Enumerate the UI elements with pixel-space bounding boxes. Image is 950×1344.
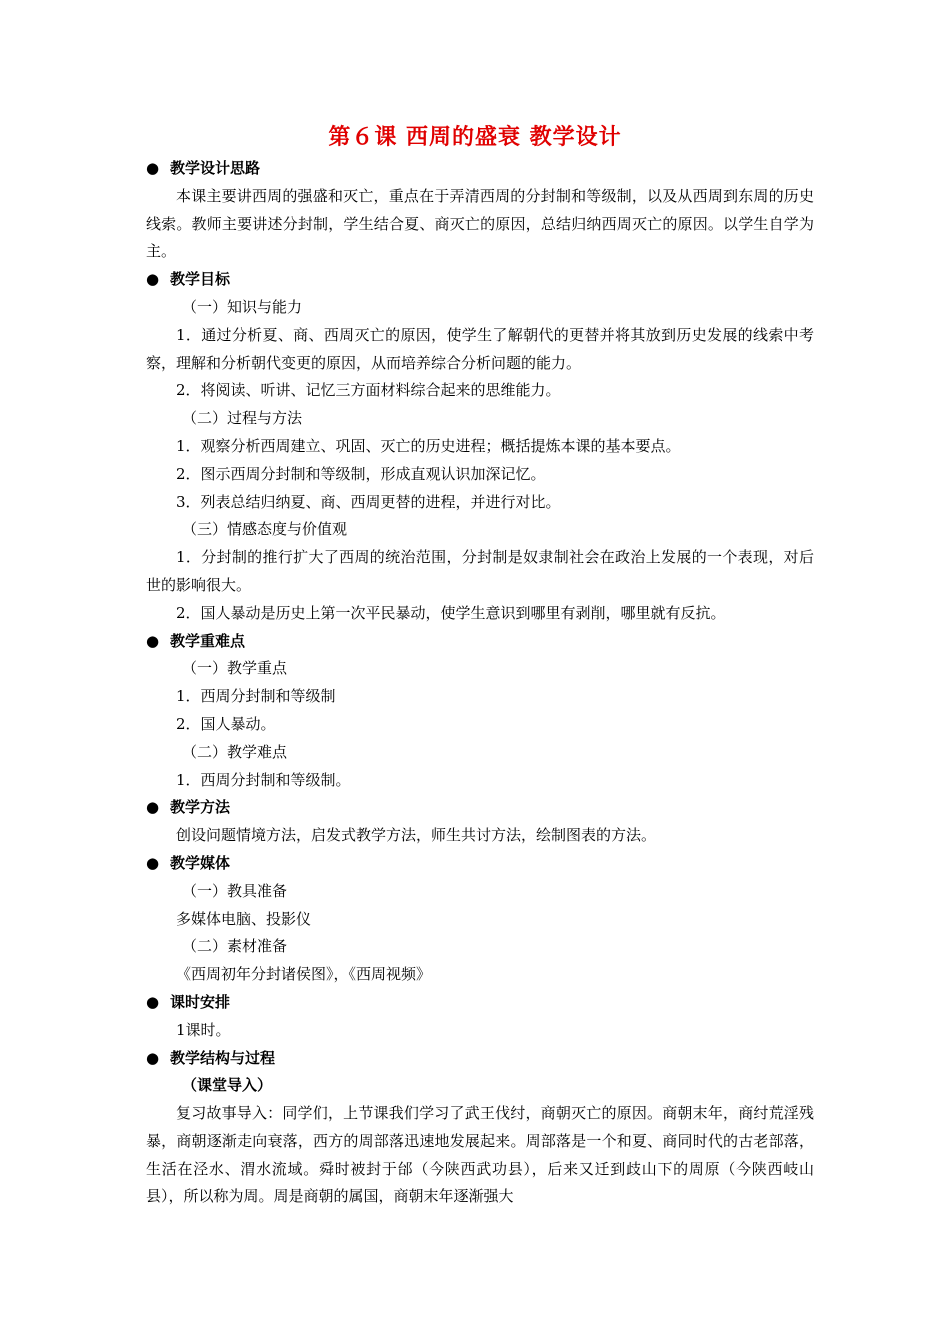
bullet-icon: ●: [146, 992, 160, 1011]
bullet-icon: ●: [146, 631, 160, 650]
document-title: 第６课 西周的盛衰 教学设计: [328, 125, 622, 150]
section-heading-key-points: ● 教学重难点: [146, 628, 814, 656]
objective-item: 1．通过分析夏、商、西周灭亡的原因，使学生了解朝代的更替并将其放到历史发展的线索中考察，理解和分析朝代变更的原因，从而培养综合分析问题的能力。: [146, 325, 814, 372]
subheading-values: （三）情感态度与价值观: [182, 520, 348, 539]
bullet-icon: ●: [146, 270, 160, 289]
bullet-icon: ●: [146, 1048, 160, 1067]
section-heading-methods: ● 教学方法: [146, 794, 814, 822]
methods-paragraph: 创设问题情境方法，启发式教学方法，师生共讨方法，绘制图表的方法。: [176, 826, 657, 845]
bullet-icon: ●: [146, 798, 160, 817]
objective-item: 3．列表总结归纳夏、商、西周更替的进程，并进行对比。: [176, 492, 561, 511]
objective-item: 2．图示西周分封制和等级制，形成直观认识加深记忆。: [176, 464, 546, 483]
document-body: [146, 155, 814, 1211]
subheading-process: （二）过程与方法: [182, 409, 303, 428]
bullet-icon: ●: [146, 853, 160, 872]
section-heading-structure: ● 教学结构与过程: [146, 1045, 814, 1073]
subheading-difficult: （二）教学难点: [182, 742, 288, 761]
introduction-paragraph: 复习故事导入：同学们，上节课我们学习了武王伐纣，商朝灭亡的原因。商朝末年，商纣荒淫残暴，商朝逐渐走向衰落，西方的周部落迅速地发展起来。周部落是一个和夏、商同时代的古老部落，生活在泾水、渭水流域。舜时被封于邰（今陕西武功县），后来又迁到歧山下的周原（今陕西岐山县），所以称为周。周是商朝的属国，商朝末年逐渐强大: [146, 1104, 814, 1206]
subheading-tools: （一）教具准备: [182, 881, 288, 900]
bullet-icon: ●: [146, 159, 160, 177]
materials-paragraph: 《西周初年分封诸侯图》，《西周视频》: [176, 965, 432, 984]
objective-item: 1．观察分析西周建立、巩固、灭亡的历史进程；概括提炼本课的基本要点。: [176, 436, 681, 455]
subheading-key: （一）教学重点: [182, 659, 288, 678]
section-heading-media: ● 教学媒体: [146, 850, 814, 878]
design-idea-paragraph: 本课主要讲西周的强盛和灭亡，重点在于弄清西周的分封制和等级制，以及从西周到东周的历史线索。教师主要讲述分封制，学生结合夏、商灭亡的原因，总结归纳西周灭亡的原因。以学生自学为主。: [146, 186, 814, 261]
subheading-knowledge: （一）知识与能力: [182, 297, 303, 316]
section-heading-design-idea: ● 教学设计思路: [146, 155, 814, 183]
section-heading-schedule: ● 课时安排: [146, 989, 814, 1017]
difficult-point-item: 1．西周分封制和等级制。: [176, 770, 351, 789]
schedule-paragraph: 1课时。: [176, 1020, 231, 1039]
tools-paragraph: 多媒体电脑、投影仪: [176, 909, 312, 928]
objective-item: 2．将阅读、听讲、记忆三方面材料综合起来的思维能力。: [176, 381, 561, 400]
objective-item: 2．国人暴动是历史上第一次平民暴动，使学生意识到哪里有剥削，哪里就有反抗。: [176, 603, 726, 622]
objective-item: 1．分封制的推行扩大了西周的统治范围，分封制是奴隶制社会在政治上发展的一个表现，对后世的影响很大。: [146, 548, 814, 594]
subheading-introduction: （课堂导入）: [182, 1076, 273, 1095]
subheading-materials: （二）素材准备: [182, 937, 288, 956]
section-heading-objectives: ● 教学目标: [146, 266, 814, 294]
key-point-item: 1．西周分封制和等级制: [176, 687, 336, 706]
key-point-item: 2．国人暴动。: [176, 714, 276, 733]
